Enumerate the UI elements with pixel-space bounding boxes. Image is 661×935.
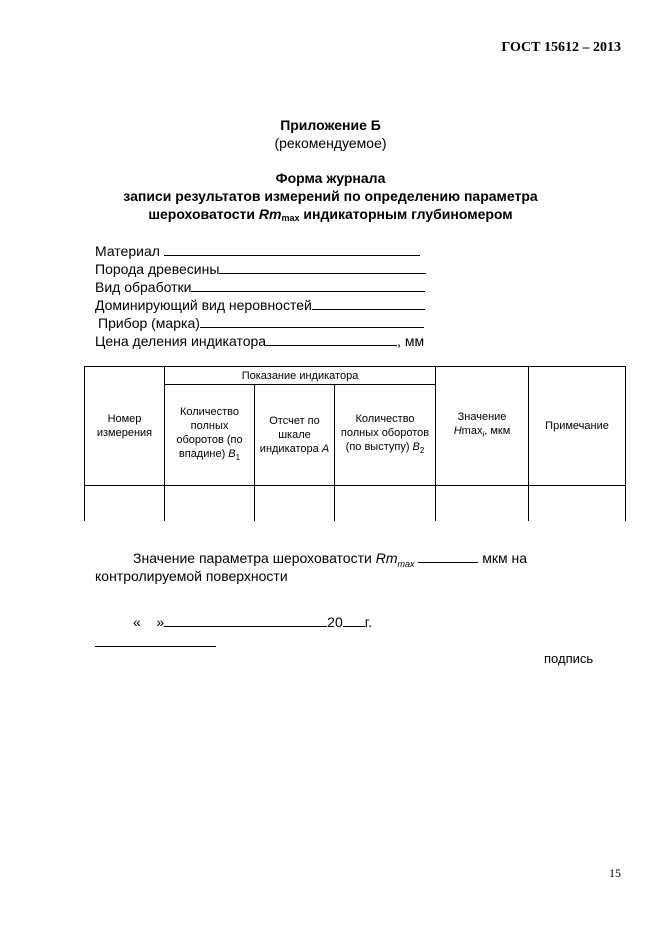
result-param-symbol: $Rm_{max}$ <box>375 550 415 569</box>
col-measurement-number: Номер измерения <box>85 367 165 486</box>
division-blank <box>266 332 397 346</box>
page-number: 15 <box>609 866 621 880</box>
signature-blank <box>95 646 216 647</box>
table-cell <box>85 486 165 522</box>
device-blank <box>200 314 424 328</box>
irregularity-blank <box>312 296 425 310</box>
table-cell <box>255 486 335 522</box>
result-blank <box>418 549 478 563</box>
table-cell <box>335 486 436 522</box>
appendix-title: Приложение Б <box>280 117 381 133</box>
processing-blank <box>191 278 425 292</box>
field-processing: Вид обработки <box>95 278 425 296</box>
result-line-2: контролируемой поверхности <box>95 568 288 584</box>
appendix-status: (рекомендуемое) <box>274 135 387 151</box>
table-row <box>85 486 626 522</box>
param-symbol: Rm <box>258 206 282 222</box>
wood-species-blank <box>219 260 426 274</box>
form-title: Форма журнала <box>275 170 386 186</box>
field-division: Цена деления индикатора , мм <box>95 333 425 349</box>
field-device: Прибор (марка) <box>98 314 424 332</box>
field-irregularity: Доминирующий вид неровностей <box>95 296 425 314</box>
col-value: Значение Hmax$_i$, мкм <box>436 367 529 486</box>
material-blank <box>164 242 420 256</box>
year-blank <box>343 613 365 627</box>
result-line-1: Значение параметра шероховатости $Rm_{max}$ мкм на <box>133 550 528 569</box>
month-blank <box>164 613 327 627</box>
measurement-journal-table <box>84 366 626 521</box>
field-material: Материал <box>95 242 420 260</box>
col-group-indicator-reading: Показание индикатора <box>165 367 436 385</box>
col-note: Примечание <box>529 367 626 486</box>
col-scale-reading: Отсчет по шкале индикатора A <box>255 385 335 486</box>
form-subtitle-line-3: шероховатости $Rm_{max}$ индикаторным глубиномером <box>148 206 513 223</box>
signature-date-line: « » 20 г. <box>133 614 373 630</box>
form-subtitle-line-2: записи результатов измерений по определению параметра <box>123 188 538 204</box>
field-wood-species: Порода древесины <box>95 260 426 278</box>
col-full-turns-trough: Количество полных оборотов (по впадине) $B_1$ <box>165 385 255 486</box>
signature-label: подпись <box>544 651 594 666</box>
standard-number: ГОСТ 15612 – 2013 <box>501 40 621 55</box>
col-full-turns-crest: Количество полных оборотов (по выступу) $B_2$ <box>335 385 436 486</box>
table-cell <box>436 486 529 522</box>
table-cell <box>165 486 255 522</box>
table-cell <box>529 486 626 522</box>
